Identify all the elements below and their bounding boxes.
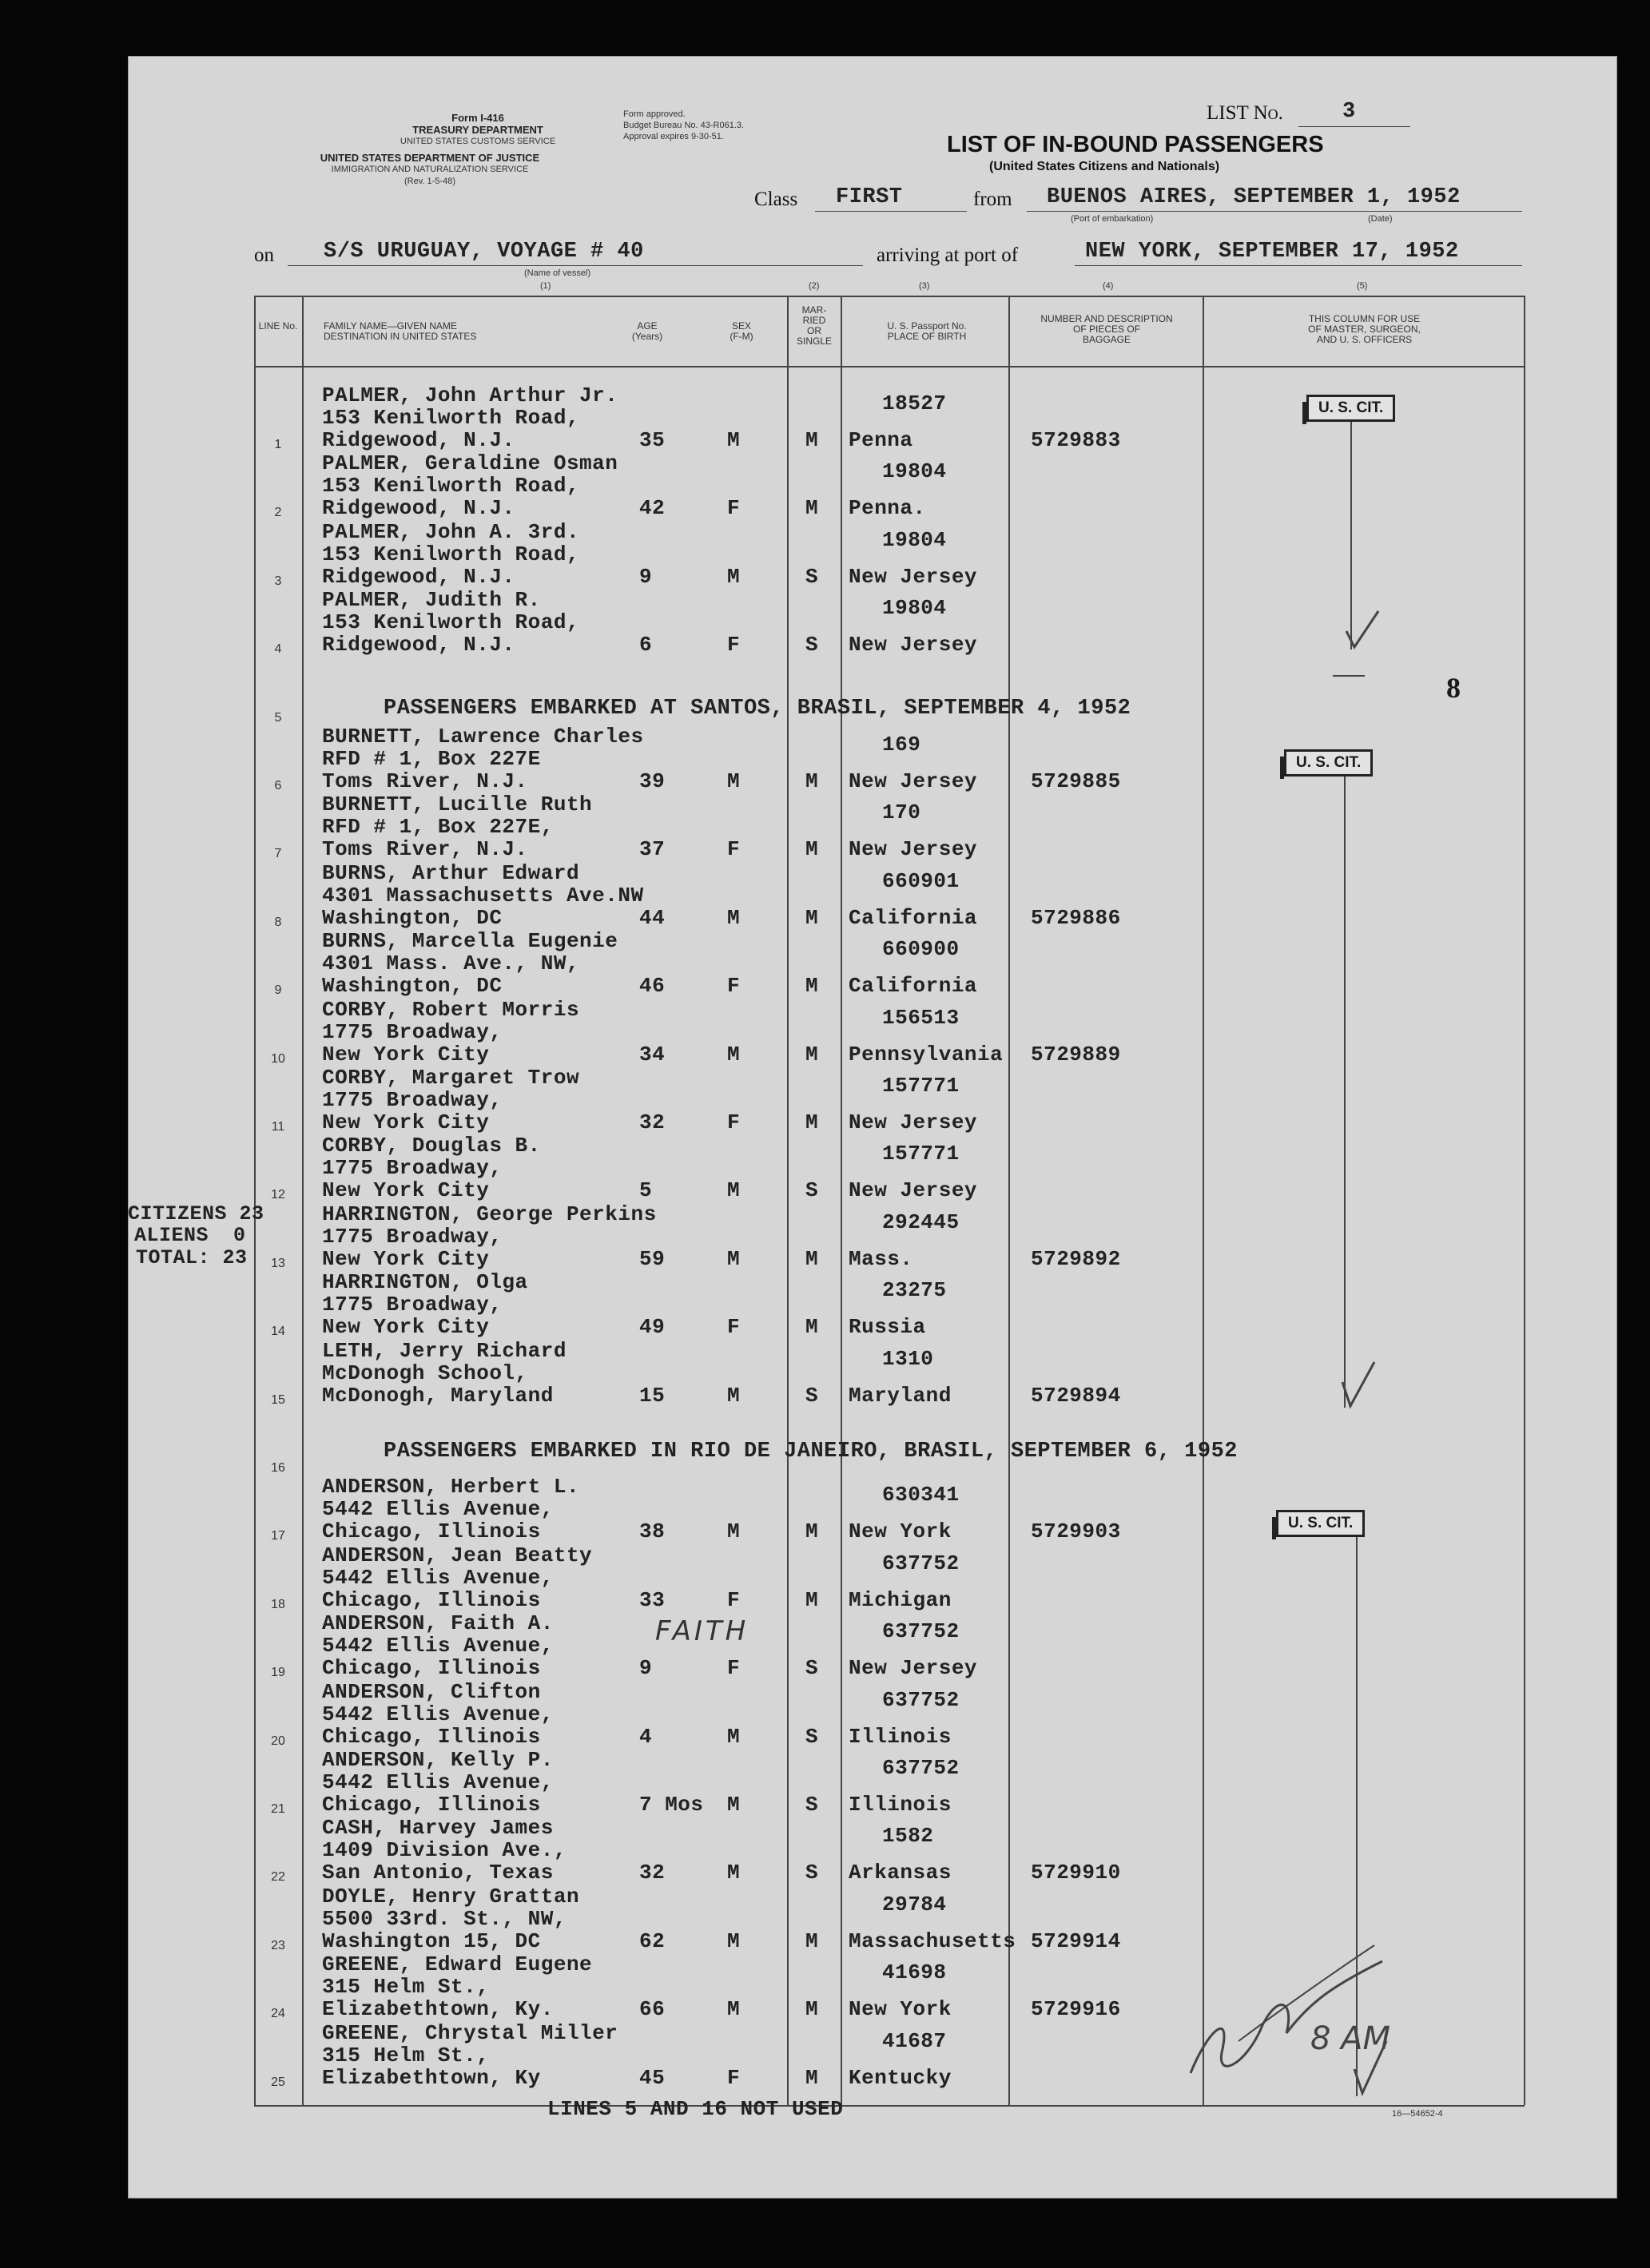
- passenger-name: PALMER, Geraldine Osman: [322, 451, 618, 476]
- line-number: 24: [271, 2007, 285, 2021]
- passenger-age: 42: [639, 496, 666, 521]
- citizens-count: CITIZENS 23: [128, 1202, 264, 1225]
- passenger-sex: M: [727, 1178, 741, 1203]
- place-of-birth: New Jersey: [849, 1656, 978, 1681]
- passenger-sex: M: [727, 1793, 741, 1817]
- place-of-birth: Maryland: [849, 1383, 952, 1408]
- passenger-marital-status: S: [805, 1724, 819, 1749]
- passenger-marital-status: S: [805, 1793, 819, 1817]
- treasury-dept: TREASURY DEPARTMENT: [412, 124, 543, 136]
- passenger-age: 33: [639, 1587, 666, 1612]
- passenger-sex: F: [727, 837, 741, 862]
- list-no-value: 3: [1342, 100, 1356, 124]
- line-number: 6: [274, 779, 282, 792]
- passenger-name: ANDERSON, Jean Beatty: [322, 1543, 593, 1567]
- line-number: 5: [274, 710, 282, 725]
- passenger-address: RFD # 1, Box 227E,: [322, 815, 554, 840]
- passenger-address: 5442 Ellis Avenue,: [322, 1497, 554, 1522]
- passenger-name: ANDERSON, Faith A.: [322, 1611, 554, 1636]
- baggage-number: 5729916: [1031, 1997, 1121, 2022]
- passenger-age: 45: [639, 2065, 666, 2090]
- passenger-age: 38: [639, 1519, 666, 1544]
- place-of-birth: Massachusetts: [849, 1928, 1016, 1953]
- passenger-address: 1775 Broadway,: [322, 1156, 503, 1181]
- place-of-birth: New Jersey: [849, 1178, 978, 1203]
- date-caption: (Date): [1368, 214, 1393, 224]
- baggage-number: 5729886: [1031, 905, 1121, 930]
- passenger-address: 153 Kenilworth Road,: [322, 406, 580, 430]
- passenger-marital-status: M: [805, 1928, 819, 1953]
- customs-service: UNITED STATES CUSTOMS SERVICE: [400, 137, 556, 146]
- approval-line3: Approval expires 9-30-51.: [623, 132, 724, 141]
- place-of-birth: California: [849, 905, 978, 930]
- passport-number: 41687: [882, 2028, 947, 2053]
- line-number: 3: [274, 574, 282, 588]
- passport-number: 19804: [882, 459, 947, 484]
- passenger-marital-status: M: [805, 1997, 819, 2022]
- passenger-address: 5442 Ellis Avenue,: [322, 1634, 554, 1658]
- passport-number: 157771: [882, 1142, 960, 1166]
- passenger-address: 1775 Broadway,: [322, 1088, 503, 1112]
- line-number: 12: [271, 1188, 285, 1202]
- passenger-marital-status: S: [805, 1178, 819, 1203]
- passenger-city: Chicago, Illinois: [322, 1793, 541, 1817]
- col4-label: (4): [1103, 281, 1114, 291]
- passenger-city: New York City: [322, 1315, 490, 1340]
- passenger-address: 1775 Broadway,: [322, 1224, 503, 1249]
- passport-number: 292445: [882, 1209, 960, 1234]
- passenger-name: ANDERSON, Clifton: [322, 1679, 541, 1704]
- section-santos: PASSENGERS EMBARKED AT SANTOS, BRASIL, SEPTEMBER 4, 1952: [384, 697, 1131, 721]
- page-title: LIST OF IN-BOUND PASSENGERS: [947, 132, 1324, 157]
- passenger-marital-status: M: [805, 1246, 819, 1271]
- from-label: from: [973, 189, 1012, 210]
- passenger-name: PALMER, John Arthur Jr.: [322, 383, 618, 407]
- passenger-age: 62: [639, 1928, 666, 1953]
- passenger-city: Toms River, N.J.: [322, 837, 528, 862]
- passenger-age: 34: [639, 1042, 666, 1066]
- line-number: 10: [271, 1051, 285, 1066]
- passenger-address: 5442 Ellis Avenue,: [322, 1770, 554, 1794]
- arrival-value: NEW YORK, SEPTEMBER 17, 1952: [1085, 240, 1459, 264]
- passenger-name: CORBY, Robert Morris: [322, 997, 580, 1022]
- page-count: 8: [1446, 672, 1461, 704]
- passport-number: 157771: [882, 1074, 960, 1098]
- col2-label: (2): [809, 281, 820, 291]
- revision: (Rev. 1-5-48): [404, 177, 455, 186]
- passenger-city: Elizabethtown, Ky: [322, 2065, 541, 2090]
- passport-number: 156513: [882, 1005, 960, 1030]
- line-number: 11: [271, 1120, 285, 1134]
- passenger-sex: M: [727, 1246, 741, 1271]
- passenger-city: Ridgewood, N.J.: [322, 633, 515, 657]
- place-of-birth: Illinois: [849, 1793, 952, 1817]
- passenger-sex: F: [727, 1587, 741, 1612]
- passenger-name: CORBY, Margaret Trow: [322, 1066, 580, 1090]
- passenger-age: 49: [639, 1315, 666, 1340]
- place-of-birth: Illinois: [849, 1724, 952, 1749]
- passenger-age: 44: [639, 905, 666, 930]
- passenger-sex: F: [727, 1110, 741, 1134]
- header-name: FAMILY NAME—GIVEN NAME DESTINATION IN UNITED STATES: [324, 320, 477, 342]
- passenger-city: Chicago, Illinois: [322, 1724, 541, 1749]
- passenger-marital-status: M: [805, 837, 819, 862]
- signature-time: 8 AM: [1310, 2020, 1391, 2057]
- line-number: 8: [274, 915, 282, 929]
- passenger-address: 153 Kenilworth Road,: [322, 542, 580, 566]
- place-of-birth: New York: [849, 1997, 952, 2022]
- passenger-age: 35: [639, 428, 666, 452]
- header-passport: U. S. Passport No. PLACE OF BIRTH: [887, 320, 967, 342]
- line-number: 13: [271, 1256, 285, 1270]
- vessel-name: S/S URUGUAY, VOYAGE # 40: [324, 240, 644, 264]
- line-number: 9: [274, 983, 282, 998]
- passenger-age: 66: [639, 1997, 666, 2022]
- baggage-number: 5729883: [1031, 428, 1121, 452]
- passenger-name: CASH, Harvey James: [322, 1816, 554, 1841]
- vessel-caption: (Name of vessel): [524, 268, 591, 278]
- passenger-marital-status: S: [805, 564, 819, 589]
- passenger-city: McDonogh, Maryland: [322, 1383, 554, 1408]
- passenger-age: 39: [639, 769, 666, 793]
- line-number: 7: [274, 847, 282, 861]
- passenger-address: 4301 Massachusetts Ave.NW: [322, 883, 644, 908]
- passenger-sex: M: [727, 1519, 741, 1544]
- line-number: 14: [271, 1325, 285, 1339]
- passenger-marital-status: S: [805, 633, 819, 657]
- passenger-marital-status: M: [805, 1042, 819, 1066]
- passenger-name: GREENE, Chrystal Miller: [322, 2020, 618, 2045]
- passport-number: 637752: [882, 1756, 960, 1780]
- passenger-age: 46: [639, 974, 666, 999]
- passport-number: 170: [882, 800, 921, 825]
- baggage-number: 5729892: [1031, 1246, 1121, 1271]
- passenger-name: ANDERSON, Herbert L.: [322, 1475, 580, 1499]
- place-of-birth: Russia: [849, 1315, 926, 1340]
- passenger-sex: F: [727, 974, 741, 999]
- line-number: 23: [271, 1938, 285, 1952]
- passenger-marital-status: S: [805, 1656, 819, 1681]
- passenger-address: 5442 Ellis Avenue,: [322, 1702, 554, 1726]
- place-of-birth: Penna: [849, 428, 913, 452]
- passenger-name: DOYLE, Henry Grattan: [322, 1884, 580, 1909]
- passenger-city: Ridgewood, N.J.: [322, 428, 515, 452]
- place-of-birth: New Jersey: [849, 769, 978, 793]
- header-baggage: NUMBER AND DESCRIPTION OF PIECES OF BAGGAGE: [1040, 313, 1173, 345]
- form-code: 16—54652-4: [1392, 2109, 1443, 2119]
- place-of-birth: New Jersey: [849, 837, 978, 862]
- passport-number: 19804: [882, 527, 947, 552]
- place-of-birth: Arkansas: [849, 1861, 952, 1885]
- aliens-count: ALIENS 0: [134, 1224, 246, 1247]
- passenger-address: 1775 Broadway,: [322, 1293, 503, 1317]
- from-value: BUENOS AIRES, SEPTEMBER 1, 1952: [1047, 185, 1461, 209]
- passport-number: 19804: [882, 596, 947, 621]
- passenger-city: Chicago, Illinois: [322, 1519, 541, 1544]
- passport-number: 637752: [882, 1619, 960, 1644]
- passenger-city: New York City: [322, 1042, 490, 1066]
- passenger-name: BURNETT, Lucille Ruth: [322, 792, 593, 817]
- passenger-sex: F: [727, 1315, 741, 1340]
- passenger-marital-status: M: [805, 1587, 819, 1612]
- passenger-name: LETH, Jerry Richard: [322, 1338, 567, 1363]
- passenger-city: New York City: [322, 1110, 490, 1134]
- line-number: 15: [271, 1392, 285, 1407]
- check-mark: [1338, 607, 1386, 655]
- passenger-sex: M: [727, 564, 741, 589]
- line-number: 4: [274, 642, 282, 657]
- col5-label: (5): [1357, 281, 1368, 291]
- passenger-address: 1775 Broadway,: [322, 1019, 503, 1044]
- approval-line1: Form approved.: [623, 109, 686, 119]
- passenger-marital-status: M: [805, 496, 819, 521]
- passenger-age: 4: [639, 1724, 653, 1749]
- header-sex: SEX (F-M): [730, 320, 753, 342]
- passenger-name: GREENE, Edward Eugene: [322, 1952, 593, 1977]
- place-of-birth: Mass.: [849, 1246, 913, 1271]
- baggage-number: 5729914: [1031, 1928, 1121, 1953]
- passenger-address: 4301 Mass. Ave., NW,: [322, 951, 580, 976]
- total-count: TOTAL: 23: [136, 1246, 248, 1269]
- section-rio: PASSENGERS EMBARKED IN RIO DE JANEIRO, BRASIL, SEPTEMBER 6, 1952: [384, 1440, 1238, 1464]
- place-of-birth: Kentucky: [849, 2065, 952, 2090]
- passenger-sex: M: [727, 428, 741, 452]
- justice-dept: UNITED STATES DEPARTMENT OF JUSTICE: [320, 152, 540, 164]
- baggage-number: 5729894: [1031, 1383, 1121, 1408]
- passenger-city: San Antonio, Texas: [322, 1861, 554, 1885]
- passenger-sex: F: [727, 2065, 741, 2090]
- passenger-sex: M: [727, 1383, 741, 1408]
- line-number: 1: [274, 438, 282, 451]
- passenger-age: 59: [639, 1246, 666, 1271]
- passenger-name: CORBY, Douglas B.: [322, 1134, 541, 1158]
- header-married: MAR- RIED OR SINGLE: [796, 304, 832, 347]
- passenger-sex: M: [727, 769, 741, 793]
- col3-label: (3): [919, 281, 930, 291]
- passenger-sex: F: [727, 496, 741, 521]
- baggage-number: 5729885: [1031, 769, 1121, 793]
- passenger-marital-status: S: [805, 1861, 819, 1885]
- us-cit-stamp: U. S. CIT.: [1306, 395, 1395, 422]
- passenger-age: 7 Mos: [639, 1793, 704, 1817]
- passenger-name: PALMER, John A. 3rd.: [322, 519, 580, 544]
- passenger-address: 5500 33rd. St., NW,: [322, 1906, 567, 1931]
- passenger-name: ANDERSON, Kelly P.: [322, 1748, 554, 1772]
- passenger-age: 15: [639, 1383, 666, 1408]
- port-caption: (Port of embarkation): [1071, 214, 1154, 224]
- col1-label: (1): [540, 281, 551, 291]
- passport-number: 29784: [882, 1892, 947, 1916]
- page-subtitle: (United States Citizens and Nationals): [989, 160, 1220, 173]
- baggage-number: 5729910: [1031, 1861, 1121, 1885]
- passenger-age: 6: [639, 633, 653, 657]
- place-of-birth: Pennsylvania: [849, 1042, 1004, 1066]
- passenger-sex: M: [727, 1997, 741, 2022]
- header-officers: THIS COLUMN FOR USE OF MASTER, SURGEON, AND U. S. OFFICERS: [1308, 313, 1421, 345]
- passport-number: 1582: [882, 1824, 934, 1849]
- line-number: 25: [271, 2075, 285, 2089]
- line-number: 18: [271, 1597, 285, 1611]
- passenger-address: 153 Kenilworth Road,: [322, 474, 580, 498]
- line-number: 22: [271, 1870, 285, 1885]
- passenger-age: 32: [639, 1861, 666, 1885]
- passenger-name: BURNETT, Lawrence Charles: [322, 725, 644, 749]
- check-mark: [1346, 2037, 1394, 2101]
- passenger-sex: F: [727, 633, 741, 657]
- place-of-birth: Penna.: [849, 496, 926, 521]
- arriving-label: arriving at port of: [877, 244, 1019, 266]
- passenger-age: 9: [639, 564, 653, 589]
- baggage-number: 5729889: [1031, 1042, 1121, 1066]
- on-label: on: [254, 244, 274, 266]
- approval-line2: Budget Bureau No. 43-R061.3.: [623, 121, 745, 130]
- class-value: FIRST: [836, 185, 903, 209]
- line-number: 2: [274, 506, 282, 520]
- passport-number: 41698: [882, 1960, 947, 1985]
- class-label: Class: [754, 189, 798, 210]
- passport-number: 637752: [882, 1687, 960, 1712]
- passenger-sex: M: [727, 1928, 741, 1953]
- line-number: 21: [271, 1802, 285, 1816]
- passenger-city: New York City: [322, 1246, 490, 1271]
- place-of-birth: New Jersey: [849, 1110, 978, 1134]
- passport-number: 660901: [882, 868, 960, 893]
- passenger-address: 315 Helm St.,: [322, 2043, 490, 2067]
- passenger-city: Elizabethtown, Ky.: [322, 1997, 554, 2022]
- header-line-no: LINE No.: [258, 320, 298, 332]
- passenger-city: Ridgewood, N.J.: [322, 496, 515, 521]
- passenger-marital-status: M: [805, 974, 819, 999]
- passenger-age: 32: [639, 1110, 666, 1134]
- passport-number: 630341: [882, 1483, 960, 1507]
- passenger-sex: F: [727, 1656, 741, 1681]
- passenger-city: Chicago, Illinois: [322, 1656, 541, 1681]
- line-number: 17: [271, 1529, 285, 1543]
- passenger-age: 37: [639, 837, 666, 862]
- passenger-address: 5442 Ellis Avenue,: [322, 1565, 554, 1590]
- passenger-city: Ridgewood, N.J.: [322, 564, 515, 589]
- passenger-address: 153 Kenilworth Road,: [322, 610, 580, 635]
- passenger-marital-status: M: [805, 2065, 819, 2090]
- passenger-city: Toms River, N.J.: [322, 769, 528, 793]
- footer-note: LINES 5 AND 16 NOT USED: [547, 2097, 844, 2121]
- place-of-birth: New Jersey: [849, 564, 978, 589]
- passenger-marital-status: M: [805, 1110, 819, 1134]
- us-cit-stamp: U. S. CIT.: [1276, 1510, 1365, 1537]
- passenger-name: HARRINGTON, George Perkins: [322, 1202, 657, 1226]
- handwritten-correction: FAITH: [655, 1615, 749, 1647]
- place-of-birth: Michigan: [849, 1587, 952, 1612]
- passenger-address: RFD # 1, Box 227E: [322, 747, 541, 771]
- passenger-marital-status: M: [805, 1519, 819, 1544]
- passport-number: 169: [882, 733, 921, 757]
- passport-number: 660900: [882, 937, 960, 962]
- passenger-marital-status: M: [805, 428, 819, 452]
- passenger-name: PALMER, Judith R.: [322, 588, 541, 613]
- place-of-birth: California: [849, 974, 978, 999]
- list-no-label: LIST No.: [1207, 102, 1283, 124]
- passenger-sex: M: [727, 1042, 741, 1066]
- passenger-marital-status: M: [805, 1315, 819, 1340]
- passenger-city: New York City: [322, 1178, 490, 1203]
- line-number: 20: [271, 1734, 285, 1748]
- header-age: AGE (Years): [631, 320, 663, 342]
- passenger-age: 9: [639, 1656, 653, 1681]
- check-mark: [1334, 1358, 1382, 1414]
- place-of-birth: New York: [849, 1519, 952, 1544]
- ins-service: IMMIGRATION AND NATURALIZATION SERVICE: [331, 165, 529, 174]
- passenger-marital-status: M: [805, 905, 819, 930]
- passenger-age: 5: [639, 1178, 653, 1203]
- line-number: 19: [271, 1666, 285, 1680]
- passenger-sex: M: [727, 905, 741, 930]
- baggage-number: 5729903: [1031, 1519, 1121, 1544]
- passport-number: 18527: [882, 391, 947, 415]
- passenger-sex: M: [727, 1861, 741, 1885]
- passenger-name: HARRINGTON, Olga: [322, 1270, 528, 1295]
- passport-number: 637752: [882, 1551, 960, 1575]
- passenger-city: Chicago, Illinois: [322, 1587, 541, 1612]
- passenger-name: BURNS, Arthur Edward: [322, 860, 580, 885]
- passenger-address: McDonogh School,: [322, 1360, 528, 1385]
- place-of-birth: New Jersey: [849, 633, 978, 657]
- us-cit-stamp: U. S. CIT.: [1284, 749, 1373, 777]
- passenger-marital-status: S: [805, 1383, 819, 1408]
- passenger-city: Washington, DC: [322, 905, 503, 930]
- form-number: Form I-416: [451, 112, 504, 124]
- passport-number: 1310: [882, 1346, 934, 1371]
- passport-number: 23275: [882, 1278, 947, 1303]
- passenger-address: 315 Helm St.,: [322, 1975, 490, 2000]
- passenger-city: Washington, DC: [322, 974, 503, 999]
- passenger-address: 1409 Division Ave.,: [322, 1838, 567, 1863]
- line-number: 16: [271, 1461, 285, 1475]
- passenger-name: BURNS, Marcella Eugenie: [322, 929, 618, 954]
- passenger-sex: M: [727, 1724, 741, 1749]
- passenger-marital-status: M: [805, 769, 819, 793]
- passenger-city: Washington 15, DC: [322, 1928, 541, 1953]
